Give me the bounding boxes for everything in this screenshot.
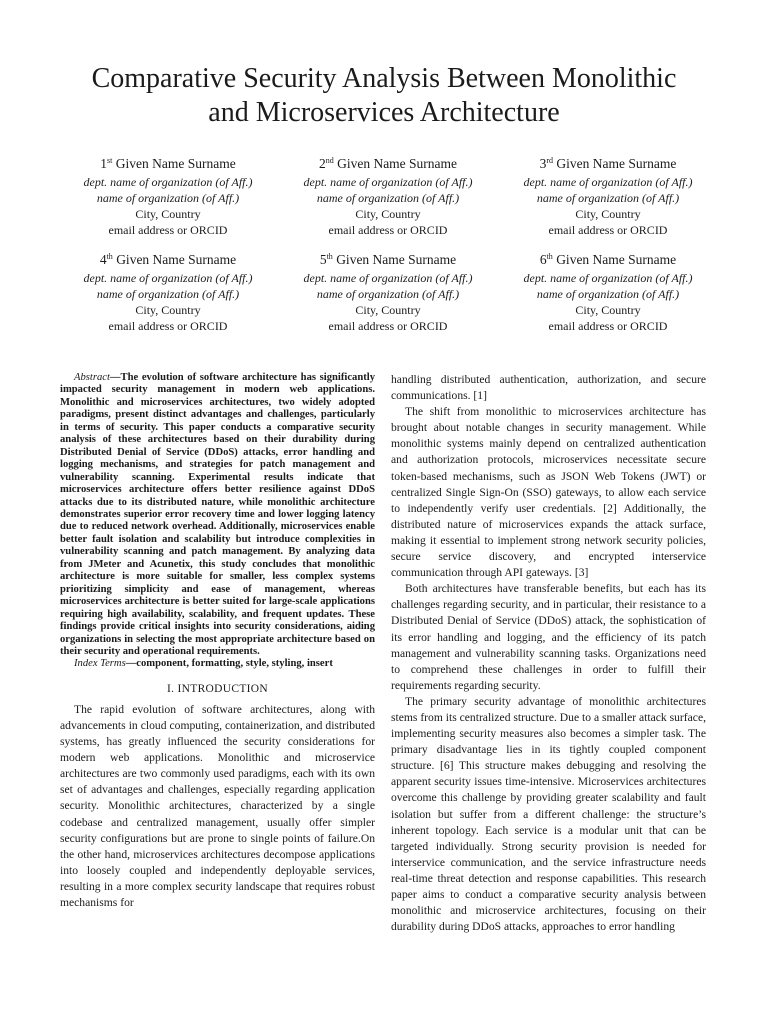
- author-department: dept. name of organization (of Aff.): [523, 175, 693, 189]
- author-location: City, Country: [135, 303, 201, 317]
- author-row-1: [62, 155, 714, 238]
- author-block-6: [502, 251, 714, 334]
- paper-title: [40, 62, 728, 130]
- author-name: 3rd Given Name Surname: [539, 156, 677, 171]
- author-contact: email address or ORCID: [328, 223, 448, 237]
- author-location: City, Country: [355, 207, 421, 221]
- author-department: dept. name of organization (of Aff.): [303, 271, 473, 285]
- paper-title-line-2: and Microservices Architecture: [208, 97, 560, 128]
- author-location: City, Country: [135, 207, 201, 221]
- author-department: dept. name of organization (of Aff.): [83, 271, 253, 285]
- author-block-2: [282, 155, 494, 238]
- author-contact: email address or ORCID: [548, 319, 668, 333]
- author-organization: name of organization (of Aff.): [536, 287, 680, 301]
- author-organization: name of organization (of Aff.): [536, 191, 680, 205]
- index-terms-label: Index Terms: [74, 658, 126, 670]
- intro-paragraph-1-continued: handling distributed authentication, authorization, and secure communications. [1]: [391, 373, 706, 403]
- intro-paragraph-1: The rapid evolution of software architectures, along with advancements in cloud computing, containerization, and distributed systems, has greatly influenced the security considerations for modern web applications. Monolithic and microservice architectures are two commonly used paradigms, each with its own set of advantages and challenges, especially regarding application security. Monolithic architectures, characterized by a single codebase and centralized management, usually offer simpler security configurations but are prone to single points of failure.On the other hand, microservices architectures decompose applications into loosely coupled and independently deployable services, resulting in a more complex security landscape that requires robust mechanisms for: [60, 702, 375, 909]
- author-block-1: [62, 155, 274, 238]
- right-column: [391, 372, 706, 935]
- index-terms-text: —component, formatting, style, styling, insert: [125, 658, 333, 670]
- intro-paragraph-4: The primary security advantage of monolithic architectures stems from its centralized structure. Due to a smaller attack surface, implementing security measures also becomes a simpler task. The primary disadvantage lies in its tightly coupled component structure. [6] This structure makes debugging and resolving the apparent security issues time-intensive. Microservices architectures overcome this challenge by providing greater scalability and fault isolation but suffer from a different challenge: the structure’s inherent topology. Each service is a modular unit that can be targeted individually. Strong security provision is needed for interservice communication, and the service infrastructure needs real-time threat detection and response capabilities. This research paper aims to conduct a comparative security analysis between monolithic and microservice architectures, focusing on their durability during DDoS attacks, approaches to error handling: [391, 694, 706, 934]
- abstract-text: —The evolution of software architecture has significantly impacted security management in modern web applications. Monolithic and microservices architectures, two widely adopted paradigms, present distinct advantages and challenges, particularly in terms of security. This paper conducts a comparative security analysis of these architectures based on their durability during Distributed Denial of Service (DDoS) attacks, error handling and logging mechanisms, and strategies for patch management and vulnerability scanning. Experimental results indicate that microservices architecture offers better resilience against DDoS attacks due to its distributed nature, while monolithic architecture demonstrates superior error recovery time and lower logging latency due to reduced network overhead. Additionally, microservices enable better fault isolation and scalability but introduce complexities in vulnerability scanning and patch management. By analyzing data from JMeter and Acunetix, this study concludes that monolithic architecture is more suitable for smaller, less complex systems prioritizing simplicity and ease of management, whereas microservices architecture is better suited for large-scale applications requiring high availability, scalability, and frequent updates. These findings provide critical insights into security considerations, aiding organizations in selecting the most appropriate architecture based on their security and operational requirements.: [60, 372, 375, 657]
- author-department: dept. name of organization (of Aff.): [303, 175, 473, 189]
- author-name: 4th Given Name Surname: [99, 252, 237, 267]
- author-name: 2nd Given Name Surname: [318, 156, 458, 171]
- author-contact: email address or ORCID: [108, 319, 228, 333]
- author-contact: email address or ORCID: [328, 319, 448, 333]
- intro-paragraph-3: Both architectures have transferable benefits, but each has its challenges regarding security, and in particular, their resistance to a Distributed Denial of Service (DDoS) attack, the sophistication of its error handling and logging, and the efficiency of its patch management and vulnerability scanning tasks. Organizations need to comprehend these challenges in order to fulfill their requirements regarding security.: [391, 582, 706, 692]
- author-organization: name of organization (of Aff.): [316, 287, 460, 301]
- author-location: City, Country: [575, 303, 641, 317]
- index-terms: [60, 658, 375, 670]
- intro-paragraph-2: The shift from monolithic to microservices architecture has brought about notable changes in security management. While monolithic systems mainly depend on centralized authentication and authorization protocols, microservices necessitate secure token-based mechanisms, such as JSON Web Tokens (JWT) or centralized Single Sign-On (SSO) gateways, to allow each service to independently verify user credentials. [2] Additionally, the distributed nature of microservices expands the attack surface, making it essential to implement strong network security policies, secure service discovery, and encrypted interservice communication through API gateways. [3]: [391, 405, 706, 580]
- author-name: 1st Given Name Surname: [100, 156, 236, 171]
- author-block-4: [62, 251, 274, 334]
- author-location: City, Country: [355, 303, 421, 317]
- author-row-2: [62, 251, 714, 334]
- author-name: 6th Given Name Surname: [539, 252, 677, 267]
- author-organization: name of organization (of Aff.): [316, 191, 460, 205]
- section-heading-introduction: I. INTRODUCTION: [167, 682, 268, 695]
- author-department: dept. name of organization (of Aff.): [83, 175, 253, 189]
- author-name: 5th Given Name Surname: [319, 252, 457, 267]
- author-location: City, Country: [575, 207, 641, 221]
- author-organization: name of organization (of Aff.): [96, 287, 240, 301]
- abstract: [60, 372, 375, 658]
- author-contact: email address or ORCID: [548, 223, 668, 237]
- author-block-3: [502, 155, 714, 238]
- left-column: [60, 372, 375, 911]
- author-organization: name of organization (of Aff.): [96, 191, 240, 205]
- author-contact: email address or ORCID: [108, 223, 228, 237]
- paper-title-line-1: Comparative Security Analysis Between Monolithic: [91, 63, 677, 94]
- abstract-label: Abstract: [74, 372, 110, 383]
- author-block-5: [282, 251, 494, 334]
- author-department: dept. name of organization (of Aff.): [523, 271, 693, 285]
